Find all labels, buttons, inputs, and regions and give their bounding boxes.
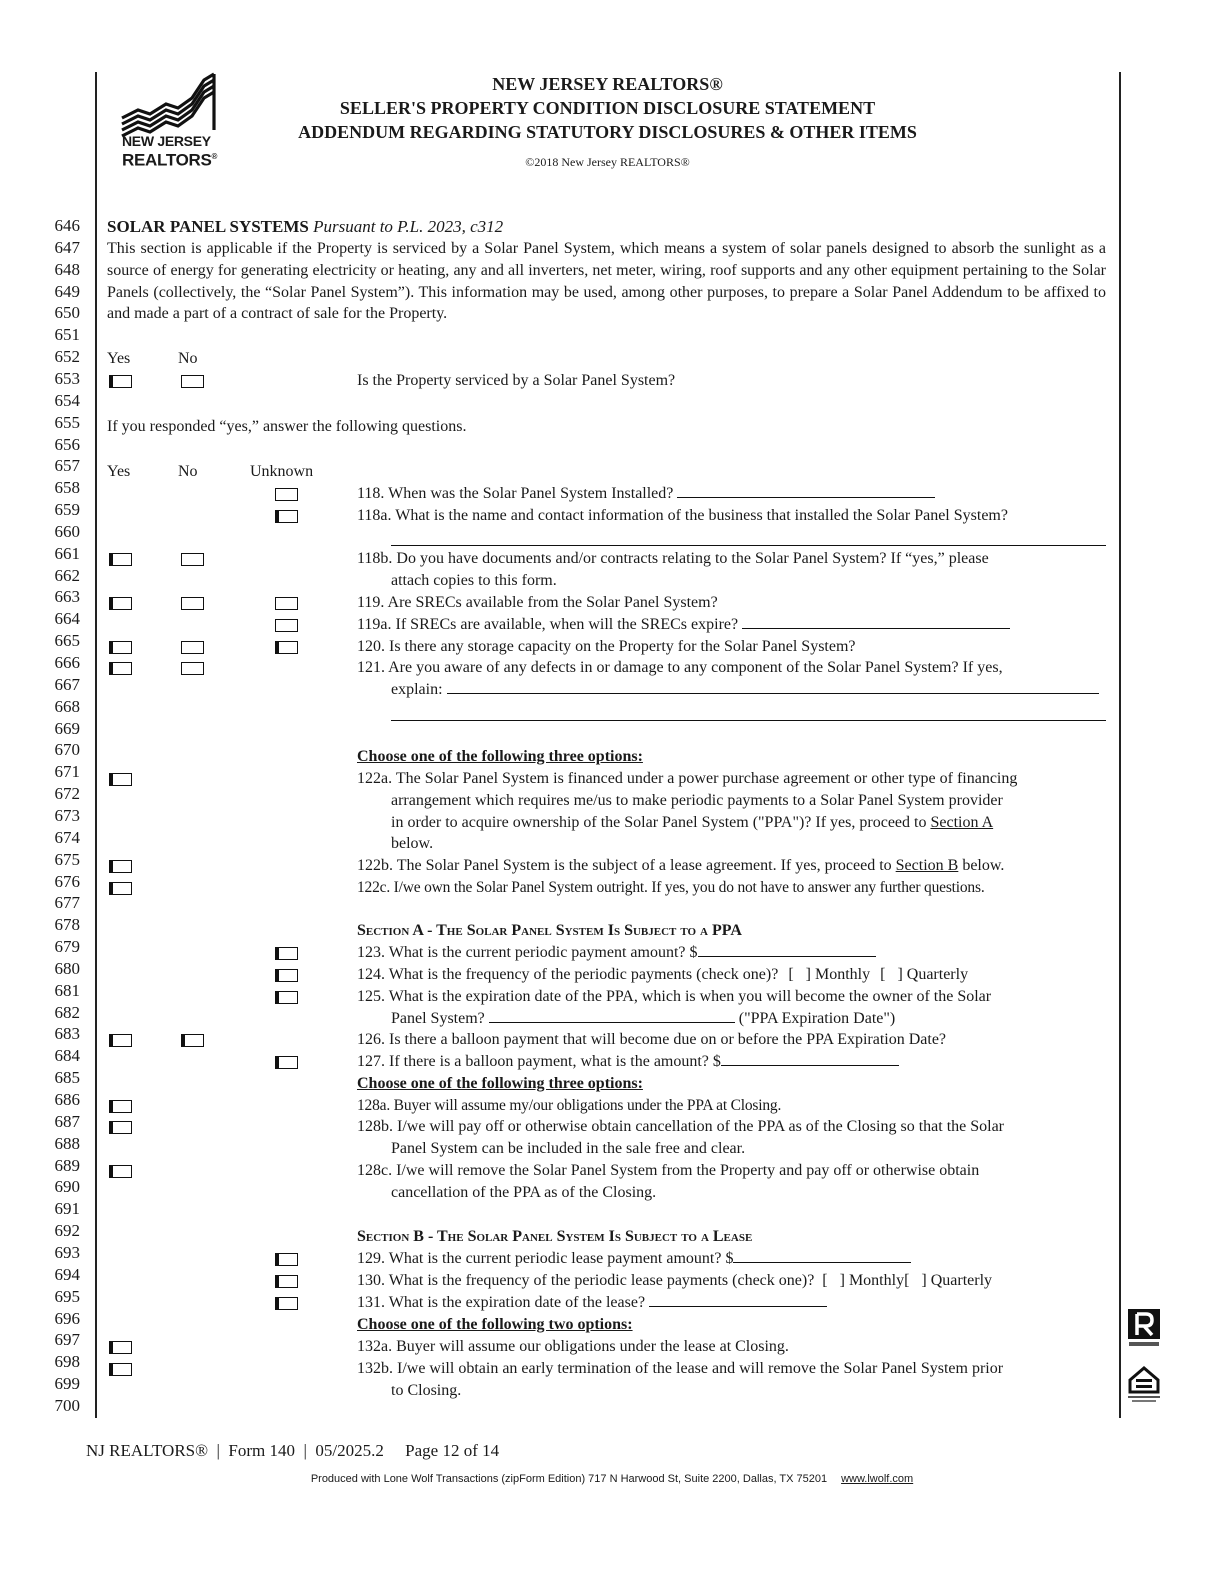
line-number: 697 bbox=[54, 1330, 80, 1350]
line-number: 671 bbox=[54, 762, 80, 782]
col-no-1: No bbox=[178, 350, 198, 367]
q118b-line1: 118b. Do you have documents and/or contracts relating to the Solar Panel System? If “yes,” please bbox=[357, 550, 989, 567]
q129-unknown-checkbox[interactable] bbox=[275, 1253, 298, 1266]
line-number: 663 bbox=[54, 587, 80, 607]
q125-line1: 125. What is the expiration date of the PPA, which is when you will become the owner of the Solar bbox=[357, 988, 992, 1005]
q121-line1: 121. Are you aware of any defects in or damage to any component of the Solar Panel System? If yes, bbox=[357, 659, 1003, 676]
q121-explain-label: explain: bbox=[391, 680, 443, 698]
line-number: 646 bbox=[54, 216, 80, 235]
line-number: 696 bbox=[54, 1308, 80, 1328]
q127 bbox=[357, 1051, 899, 1072]
line-number: 648 bbox=[54, 259, 80, 279]
line-number: 680 bbox=[54, 958, 80, 978]
serviced-yes-checkbox[interactable] bbox=[109, 375, 132, 388]
line-number: 689 bbox=[54, 1155, 80, 1175]
q125-field[interactable] bbox=[489, 1008, 735, 1023]
q119-no-checkbox[interactable] bbox=[181, 597, 204, 610]
line-number: 678 bbox=[54, 915, 80, 935]
q128b bbox=[357, 1116, 1106, 1160]
q122a-line4: below. bbox=[391, 835, 434, 853]
q122b bbox=[357, 855, 1004, 876]
q125-line2-suffix: ("PPA Expiration Date") bbox=[738, 1009, 896, 1027]
line-number: 679 bbox=[54, 937, 80, 957]
line-number: 657 bbox=[54, 456, 80, 476]
line-number: 698 bbox=[54, 1352, 80, 1372]
q126-no-checkbox[interactable] bbox=[181, 1034, 204, 1047]
equal-housing-icon bbox=[1124, 1362, 1164, 1404]
q119a bbox=[357, 614, 1010, 635]
line-number: 693 bbox=[54, 1242, 80, 1262]
footer-link[interactable]: www.lwolf.com bbox=[841, 1473, 914, 1485]
q127-field[interactable] bbox=[721, 1051, 899, 1066]
q126-yes-checkbox[interactable] bbox=[109, 1034, 132, 1047]
footer-produced bbox=[0, 1473, 1224, 1485]
line-number: 654 bbox=[54, 390, 80, 410]
q119a-field[interactable] bbox=[742, 614, 1010, 629]
section-a-link[interactable]: Section A bbox=[930, 813, 994, 831]
q130-monthly-label: Monthly bbox=[848, 1272, 905, 1289]
realtor-r-icon bbox=[1127, 1308, 1161, 1350]
line-number: 674 bbox=[54, 827, 80, 847]
line-number: 690 bbox=[54, 1177, 80, 1197]
if-yes-instruction: If you responded “yes,” answer the following questions. bbox=[107, 418, 467, 435]
line-number: 685 bbox=[54, 1068, 80, 1088]
q123 bbox=[357, 942, 876, 963]
q124-monthly-label: Monthly bbox=[814, 966, 871, 983]
q128a-checkbox[interactable] bbox=[109, 1100, 132, 1113]
q122a bbox=[357, 768, 1106, 855]
solar-title: SOLAR PANEL SYSTEMS bbox=[107, 217, 309, 236]
line-number: 699 bbox=[54, 1374, 80, 1394]
q124-quarterly-bracket[interactable]: [ ] bbox=[880, 966, 903, 983]
line-number: 664 bbox=[54, 609, 80, 629]
line-number: 670 bbox=[54, 740, 80, 760]
col-unknown-2: Unknown bbox=[250, 463, 314, 480]
line-number: 665 bbox=[54, 631, 80, 651]
line-number: 692 bbox=[54, 1221, 80, 1241]
q131-field[interactable] bbox=[649, 1292, 827, 1307]
q122a-line3 bbox=[357, 812, 1106, 834]
q124 bbox=[357, 964, 968, 985]
q123-unknown-checkbox[interactable] bbox=[275, 947, 298, 960]
q119-yes-checkbox[interactable] bbox=[109, 597, 132, 610]
q118b-line2: attach copies to this form. bbox=[391, 571, 557, 589]
q130-unknown-checkbox[interactable] bbox=[275, 1275, 298, 1288]
q129 bbox=[357, 1248, 911, 1269]
q132b-checkbox[interactable] bbox=[109, 1363, 132, 1376]
logo-line1: NEW JERSEY bbox=[122, 133, 211, 149]
q125-line2 bbox=[357, 1008, 1106, 1030]
footer-produced-text: Produced with Lone Wolf Transactions (zipForm Edition) 717 N Harwood St, Suite 2200, Dallas, TX 75201 bbox=[310, 1473, 828, 1485]
q127-unknown-checkbox[interactable] bbox=[275, 1056, 298, 1069]
line-number: 668 bbox=[54, 696, 80, 716]
line-number: 688 bbox=[54, 1133, 80, 1153]
solar-intro: This section is applicable if the Property is serviced by a Solar Panel System, which means a system of solar panels designed to absorb the sunlight as a source of energy for generating electricity or heating, any and all inverters, net meter, wiring, roof supports and any other equipment pertaining to the Solar Panels (collectively, the “Solar Panel System”). This information may be used, among other purposes, to prepare a Solar Panel Addendum to be affixed to and made a part of a contract of sale for the Property. bbox=[107, 240, 1106, 323]
q121-explain-line2[interactable] bbox=[391, 720, 1106, 721]
q131-text: 131. What is the expiration date of the lease? bbox=[357, 1294, 646, 1311]
q118 bbox=[357, 483, 935, 504]
line-number: 652 bbox=[54, 347, 80, 367]
q132b-line2: to Closing. bbox=[391, 1381, 462, 1399]
col-yes-2: Yes bbox=[107, 463, 131, 480]
q132a-text: 132a. Buyer will assume our obligations under the lease at Closing. bbox=[357, 1338, 789, 1355]
q120-unknown-checkbox[interactable] bbox=[275, 641, 298, 654]
q130-quarterly-label: Quarterly bbox=[930, 1272, 993, 1289]
q118a-text: 118a. What is the name and contact information of the business that installed the Solar Panel System? bbox=[357, 507, 1008, 524]
q122a-checkbox[interactable] bbox=[109, 773, 132, 786]
q124-unknown-checkbox[interactable] bbox=[275, 969, 298, 982]
line-number: 694 bbox=[54, 1264, 80, 1284]
line-number: 661 bbox=[54, 543, 80, 563]
line-number: 691 bbox=[54, 1199, 80, 1219]
line-number: 700 bbox=[54, 1395, 80, 1415]
section-b-heading: Section B - The Solar Panel System Is Subject to a Lease bbox=[357, 1228, 753, 1245]
q119a-text: 119a. If SRECs are available, when will the SRECs expire? bbox=[357, 616, 739, 633]
q130-monthly-bracket[interactable]: [ ] bbox=[822, 1272, 845, 1289]
solar-section-title bbox=[107, 216, 503, 237]
line-number: 667 bbox=[54, 674, 80, 694]
line-number: 651 bbox=[54, 325, 80, 345]
q118b-no-checkbox[interactable] bbox=[181, 553, 204, 566]
logo-wordmark bbox=[122, 134, 217, 168]
q128c-line2: cancellation of the PPA as of the Closing. bbox=[391, 1183, 657, 1201]
q121-no-checkbox[interactable] bbox=[181, 662, 204, 675]
choose-two-heading: Choose one of the following two options: bbox=[357, 1316, 633, 1333]
header-line3: ADDENDUM REGARDING STATUTORY DISCLOSURES & OTHER ITEMS bbox=[298, 122, 917, 142]
line-number: 650 bbox=[54, 303, 80, 323]
line-number: 687 bbox=[54, 1111, 80, 1131]
line-number: 681 bbox=[54, 980, 80, 1000]
line-number: 677 bbox=[54, 893, 80, 913]
q124-monthly-bracket[interactable]: [ ] bbox=[788, 966, 811, 983]
q129-text: 129. What is the current periodic lease payment amount? $ bbox=[357, 1250, 734, 1267]
q131 bbox=[357, 1292, 827, 1313]
right-margin-rule bbox=[1119, 72, 1121, 1418]
q124-text: 124. What is the frequency of the periodic payments (check one)? bbox=[357, 966, 779, 983]
line-number: 695 bbox=[54, 1286, 80, 1306]
q122b-checkbox[interactable] bbox=[109, 860, 132, 873]
q121-yes-checkbox[interactable] bbox=[109, 662, 132, 675]
header-line2: SELLER'S PROPERTY CONDITION DISCLOSURE STATEMENT bbox=[339, 98, 876, 118]
q125-unknown-checkbox[interactable] bbox=[275, 991, 298, 1004]
q118-unknown-checkbox[interactable] bbox=[275, 488, 298, 501]
solar-title-ref: Pursuant to P.L. 2023, c312 bbox=[313, 217, 504, 236]
q118b bbox=[357, 548, 1106, 592]
section-a-heading: Section A - The Solar Panel System Is Subject to a PPA bbox=[357, 922, 742, 939]
q128b-line2: Panel System can be included in the sale free and clear. bbox=[391, 1139, 746, 1157]
q123-field[interactable] bbox=[698, 942, 876, 957]
q128c-checkbox[interactable] bbox=[109, 1165, 132, 1178]
q119-text: 119. Are SRECs available from the Solar Panel System? bbox=[357, 594, 718, 611]
serviced-no-checkbox[interactable] bbox=[181, 375, 204, 388]
line-number: 673 bbox=[54, 805, 80, 825]
q118-text: 118. When was the Solar Panel System Installed? bbox=[357, 485, 674, 502]
line-number: 662 bbox=[54, 565, 80, 585]
q128a-text: 128a. Buyer will assume my/our obligations under the PPA at Closing. bbox=[357, 1097, 782, 1114]
q128b-line1: 128b. I/we will pay off or otherwise obtain cancellation of the PPA as of the Closing so that the Solar bbox=[357, 1118, 1005, 1135]
q132a-checkbox[interactable] bbox=[109, 1341, 132, 1354]
serviced-question: Is the Property serviced by a Solar Panel System? bbox=[357, 372, 676, 389]
logo-line2: REALTORS bbox=[122, 150, 212, 170]
line-number: 655 bbox=[54, 412, 80, 432]
logo-reg: ® bbox=[211, 152, 218, 161]
line-number: 666 bbox=[54, 653, 80, 672]
q125-line2-text: Panel System? bbox=[391, 1009, 485, 1027]
q130-text: 130. What is the frequency of the periodic lease payments (check one)? bbox=[357, 1272, 815, 1289]
q119a-unknown-checkbox[interactable] bbox=[275, 619, 298, 632]
q122a-line1: 122a. The Solar Panel System is financed under a power purchase agreement or other type of financing bbox=[357, 770, 1018, 787]
q132b bbox=[357, 1358, 1106, 1402]
choose-three-heading: Choose one of the following three options: bbox=[357, 748, 643, 765]
q122c-checkbox[interactable] bbox=[109, 882, 132, 895]
q118-field[interactable] bbox=[677, 483, 935, 498]
q123-text: 123. What is the current periodic payment amount? $ bbox=[357, 944, 698, 961]
line-number: 659 bbox=[54, 500, 80, 520]
q122b-text: 122b. The Solar Panel System is the subject of a lease agreement. If yes, proceed to bbox=[357, 857, 892, 874]
q121 bbox=[357, 657, 1106, 701]
choose-three-heading-2: Choose one of the following three options: bbox=[357, 1075, 643, 1092]
header-line1: NEW JERSEY REALTORS® bbox=[492, 74, 723, 94]
line-number: 649 bbox=[54, 281, 80, 301]
q121-explain-field[interactable] bbox=[447, 679, 1099, 694]
q126-text: 126. Is there a balloon payment that will become due on or before the PPA Expiration Date? bbox=[357, 1031, 947, 1048]
q130 bbox=[357, 1270, 992, 1291]
q122b-below: below. bbox=[962, 857, 1005, 874]
q122c-text: 122c. I/we own the Solar Panel System outright. If yes, you do not have to answer any further questions. bbox=[357, 879, 985, 896]
line-number: 653 bbox=[54, 368, 80, 388]
line-number: 686 bbox=[54, 1090, 80, 1109]
q128b-checkbox[interactable] bbox=[109, 1121, 132, 1134]
line-number: 656 bbox=[54, 434, 80, 454]
header-copyright: ©2018 New Jersey REALTORS® bbox=[525, 155, 690, 169]
q131-unknown-checkbox[interactable] bbox=[275, 1297, 298, 1310]
q118a-answer-line[interactable] bbox=[391, 545, 1106, 546]
q127-text: 127. If there is a balloon payment, what is the amount? $ bbox=[357, 1053, 721, 1070]
q119-unknown-checkbox[interactable] bbox=[275, 597, 298, 610]
q128c bbox=[357, 1160, 1106, 1204]
col-no-2: No bbox=[178, 463, 198, 480]
q129-field[interactable] bbox=[733, 1248, 911, 1263]
line-number: 682 bbox=[54, 1002, 80, 1022]
line-number: 675 bbox=[54, 849, 80, 869]
line-number: 658 bbox=[54, 478, 80, 498]
q120-text: 120. Is there any storage capacity on the Property for the Solar Panel System? bbox=[357, 638, 856, 655]
q118b-yes-checkbox[interactable] bbox=[109, 553, 132, 566]
q121-line2 bbox=[357, 679, 1106, 701]
footer-form-info: NJ REALTORS® | Form 140 | 05/2025.2 Page 12 of 14 bbox=[86, 1441, 500, 1460]
col-yes-1: Yes bbox=[107, 350, 131, 367]
section-b-link[interactable]: Section B bbox=[895, 857, 959, 874]
q130-quarterly-bracket[interactable]: [ ] bbox=[904, 1272, 927, 1289]
line-number: 647 bbox=[54, 237, 80, 257]
line-number: 669 bbox=[54, 718, 80, 738]
line-number: 683 bbox=[54, 1024, 80, 1044]
line-number: 676 bbox=[54, 871, 80, 891]
q124-quarterly-label: Quarterly bbox=[906, 966, 969, 983]
q122a-line3-text: in order to acquire ownership of the Solar Panel System ("PPA")? If yes, proceed to bbox=[391, 813, 927, 831]
line-number: 672 bbox=[54, 784, 80, 804]
q128c-line1: 128c. I/we will remove the Solar Panel System from the Property and pay off or otherwise obtain bbox=[357, 1162, 980, 1179]
q120-no-checkbox[interactable] bbox=[181, 641, 204, 654]
q118a-unknown-checkbox[interactable] bbox=[275, 510, 298, 523]
q125 bbox=[357, 986, 1106, 1030]
line-number: 660 bbox=[54, 521, 80, 541]
line-number: 684 bbox=[54, 1046, 80, 1066]
left-margin-rule bbox=[95, 72, 97, 1418]
q120-yes-checkbox[interactable] bbox=[109, 641, 132, 654]
q132b-line1: 132b. I/we will obtain an early termination of the lease and will remove the Solar Panel System prior bbox=[357, 1360, 1004, 1377]
q122a-line2: arrangement which requires me/us to make periodic payments to a Solar Panel System provider bbox=[391, 791, 1003, 809]
